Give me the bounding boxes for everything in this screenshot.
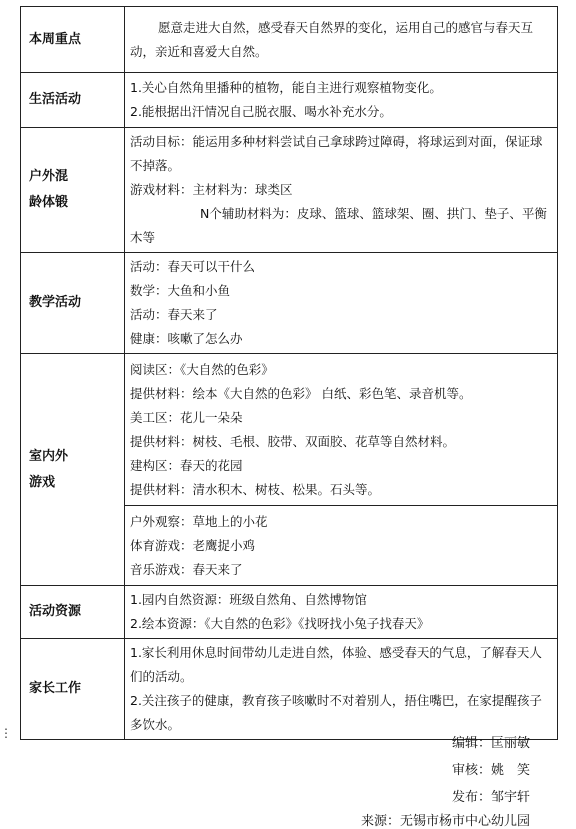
row-content (125, 7, 558, 73)
content-line: 活动：春天来了 (130, 307, 218, 322)
row-teaching (21, 253, 558, 354)
footer-value: 邹宇轩 (490, 790, 530, 805)
content-line: 1.关心自然角里播种的植物，能自主进行观察植物变化。 (130, 80, 442, 95)
content-line: 游戏材料：主材料为：球类区 (130, 182, 293, 197)
content-line: 1.园内自然资源：班级自然角、自然博物馆 (130, 592, 367, 607)
row-content (125, 128, 558, 253)
content-line: 愿意走进大自然，感受春天自然界的变化，运用自己的感官与春天互动，亲近和喜爱大自然。 (130, 19, 534, 59)
content-line: 2.绘本资源：《大自然的色彩》《找呀找小兔子找春天》 (130, 616, 430, 631)
label-line: 室内外 (29, 448, 69, 464)
row-label: 本周重点 (21, 7, 125, 73)
row-resources (21, 586, 558, 639)
row-label: 活动资源 (21, 586, 125, 639)
footer-publisher (452, 786, 530, 805)
weekly-plan-table (20, 6, 558, 740)
row-outdoor-exercise (21, 128, 558, 253)
footer-label: 发布： (451, 790, 491, 805)
row-label: 教学活动 (21, 253, 125, 354)
content-line: 2.能根据出汗情况自己脱衣服、喝水补充水分。 (130, 104, 392, 119)
row-focus (21, 7, 558, 73)
row-content (125, 73, 558, 128)
footer-label: 来源： (360, 814, 400, 829)
footer-value: 匡丽敏 (490, 736, 530, 751)
row-content (125, 639, 558, 740)
row-label: 家长工作 (21, 639, 125, 740)
footer-editor (452, 732, 530, 751)
footer-value: 无锡市杨市中心幼儿园 (399, 814, 530, 829)
content-line (130, 202, 553, 250)
content-line: 美工区：花儿一朵朵 (130, 409, 243, 425)
margin-marker: ⋮ (0, 726, 12, 740)
row-label (21, 128, 125, 253)
content-line: 1.家长利用休息时间带幼儿走进自然，体验、感受春天的气息，了解春天人们的活动。 (130, 645, 542, 684)
content-line: 活动：春天可以干什么 (130, 259, 256, 274)
row-life (21, 73, 558, 128)
content-line: 健康：咳嗽了怎么办 (130, 331, 243, 346)
label-line: 游戏 (29, 474, 56, 490)
content-line: 2.关注孩子的健康，教育孩子咳嗽时不对着别人，捂住嘴巴，在家提醒孩子多饮水。 (130, 693, 542, 732)
content-line: 音乐游戏：春天来了 (130, 561, 243, 577)
footer-source (361, 810, 530, 829)
footer-label: 审核： (451, 763, 491, 778)
content-line: 体育游戏：老鹰捉小鸡 (130, 537, 256, 553)
row-content-indoor (125, 354, 558, 506)
content-line: 活动目标：能运用多种材料尝试自己拿球跨过障碍，将球运到对面，保证球不掉落。 (130, 134, 543, 173)
content-text: N个辅助材料为：皮球、篮球、篮球架、圈、拱门、垫子、平衡木等 (130, 206, 547, 245)
footer-reviewer (452, 759, 530, 778)
row-content (125, 253, 558, 354)
row-label (21, 354, 125, 586)
row-content-outdoor (125, 506, 558, 586)
content-line: 提供材料：清水积木、树枝、松果。石头等。 (130, 481, 381, 497)
row-parents (21, 639, 558, 740)
row-label: 生活活动 (21, 73, 125, 128)
row-games-indoor (21, 354, 558, 506)
content-line: 户外观察：草地上的小花 (130, 513, 268, 529)
footer-label: 编辑： (451, 736, 491, 751)
content-line: 建构区：春天的花园 (130, 457, 243, 473)
content-line: 数学：大鱼和小鱼 (130, 283, 231, 298)
row-content (125, 586, 558, 639)
footer-value: 姚 笑 (490, 763, 530, 778)
label-line: 户外混 (29, 169, 69, 184)
label-line: 龄体锻 (29, 195, 69, 210)
content-line: 阅读区：《大自然的色彩》 (130, 361, 274, 377)
content-line: 提供材料：树枝、毛根、胶带、双面胶、花草等自然材料。 (130, 433, 456, 449)
content-line: 提供材料：绘本《大自然的色彩》 白纸、彩色笔、录音机等。 (130, 385, 472, 401)
